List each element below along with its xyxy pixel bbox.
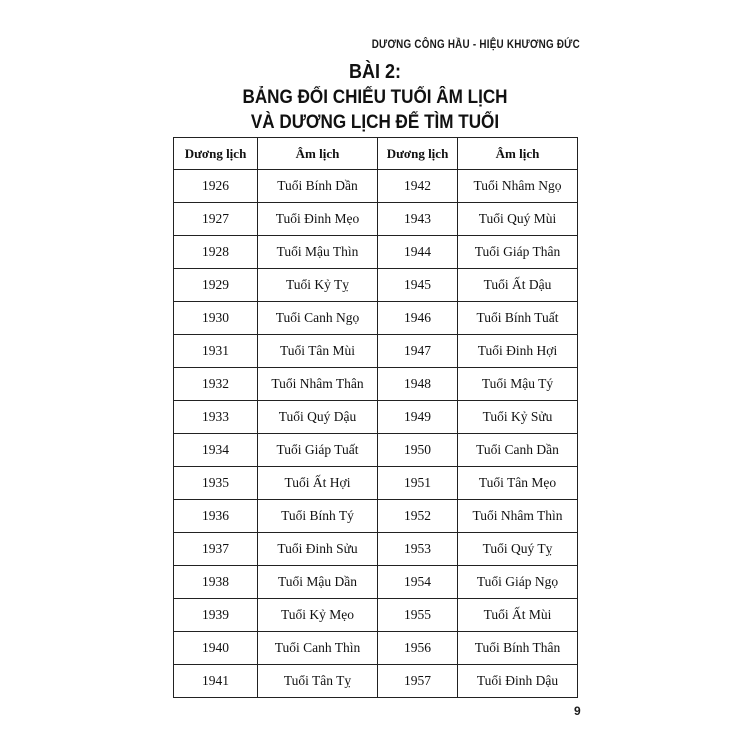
table-row	[174, 500, 578, 533]
cell-solar-year-right: 1949	[378, 401, 458, 434]
cell-lunar-age-right: Tuổi Ất Mùi	[458, 599, 578, 632]
cell-lunar-age-right: Tuổi Nhâm Thìn	[458, 500, 578, 533]
cell-solar-year-right: 1944	[378, 236, 458, 269]
cell-lunar-age-left: Tuổi Bính Tý	[258, 500, 378, 533]
cell-solar-year-right: 1956	[378, 632, 458, 665]
cell-solar-year-right: 1946	[378, 302, 458, 335]
cell-lunar-age-left: Tuổi Bính Dần	[258, 170, 378, 203]
cell-lunar-age-left: Tuổi Đinh Mẹo	[258, 203, 378, 236]
cell-solar-year-right: 1957	[378, 665, 458, 698]
cell-lunar-age-right: Tuổi Quý Mùi	[458, 203, 578, 236]
table-row	[174, 632, 578, 665]
cell-solar-year-left: 1928	[174, 236, 258, 269]
cell-solar-year-left: 1927	[174, 203, 258, 236]
page-number: 9	[574, 704, 581, 718]
cell-lunar-age-right: Tuổi Giáp Ngọ	[458, 566, 578, 599]
table-row	[174, 269, 578, 302]
header-lunar-age-left: Âm lịch	[258, 138, 378, 170]
cell-solar-year-left: 1935	[174, 467, 258, 500]
cell-lunar-age-left: Tuổi Quý Dậu	[258, 401, 378, 434]
cell-solar-year-left: 1939	[174, 599, 258, 632]
cell-solar-year-left: 1934	[174, 434, 258, 467]
cell-lunar-age-left: Tuổi Tân Tỵ	[258, 665, 378, 698]
cell-solar-year-right: 1953	[378, 533, 458, 566]
cell-lunar-age-left: Tuổi Mậu Thìn	[258, 236, 378, 269]
table-row	[174, 599, 578, 632]
table-header-row	[174, 138, 578, 170]
header-solar-year-left: Dương lịch	[174, 138, 258, 170]
cell-lunar-age-left: Tuổi Đinh Sửu	[258, 533, 378, 566]
table-row	[174, 665, 578, 698]
cell-lunar-age-right: Tuổi Canh Dần	[458, 434, 578, 467]
cell-solar-year-left: 1941	[174, 665, 258, 698]
cell-solar-year-right: 1943	[378, 203, 458, 236]
title-line-sub: VÀ DƯƠNG LỊCH ĐỂ TÌM TUỔI	[250, 112, 500, 133]
table-row	[174, 401, 578, 434]
table-row	[174, 335, 578, 368]
cell-solar-year-right: 1948	[378, 368, 458, 401]
header-solar-year-right: Dương lịch	[378, 138, 458, 170]
table-row	[174, 236, 578, 269]
cell-lunar-age-left: Tuổi Ất Hợi	[258, 467, 378, 500]
cell-lunar-age-right: Tuổi Ất Dậu	[458, 269, 578, 302]
cell-solar-year-left: 1932	[174, 368, 258, 401]
cell-lunar-age-right: Tuổi Đinh Dậu	[458, 665, 578, 698]
cell-solar-year-right: 1954	[378, 566, 458, 599]
header-lunar-age-right: Âm lịch	[458, 138, 578, 170]
cell-lunar-age-right: Tuổi Đinh Hợi	[458, 335, 578, 368]
cell-lunar-age-left: Tuổi Giáp Tuất	[258, 434, 378, 467]
cell-lunar-age-left: Tuổi Tân Mùi	[258, 335, 378, 368]
table-row	[174, 203, 578, 236]
cell-lunar-age-left: Tuổi Nhâm Thân	[258, 368, 378, 401]
table-row	[174, 467, 578, 500]
chapter-title	[0, 60, 750, 135]
cell-lunar-age-right: Tuổi Quý Tỵ	[458, 533, 578, 566]
cell-solar-year-left: 1940	[174, 632, 258, 665]
cell-solar-year-left: 1930	[174, 302, 258, 335]
cell-lunar-age-right: Tuổi Bính Tuất	[458, 302, 578, 335]
cell-solar-year-right: 1955	[378, 599, 458, 632]
cell-solar-year-right: 1952	[378, 500, 458, 533]
age-conversion-table	[173, 137, 578, 698]
table-row	[174, 368, 578, 401]
cell-solar-year-left: 1926	[174, 170, 258, 203]
table-row	[174, 434, 578, 467]
title-line-main: BẢNG ĐỐI CHIẾU TUỔI ÂM LỊCH	[242, 87, 508, 108]
cell-solar-year-right: 1945	[378, 269, 458, 302]
cell-solar-year-left: 1929	[174, 269, 258, 302]
title-line-lesson: BÀI 2:	[348, 61, 402, 83]
cell-solar-year-left: 1937	[174, 533, 258, 566]
table-row	[174, 533, 578, 566]
cell-lunar-age-left: Tuổi Kỷ Tỵ	[258, 269, 378, 302]
cell-lunar-age-right: Tuổi Kỷ Sửu	[458, 401, 578, 434]
cell-lunar-age-right: Tuổi Tân Mẹo	[458, 467, 578, 500]
cell-solar-year-left: 1931	[174, 335, 258, 368]
cell-solar-year-left: 1933	[174, 401, 258, 434]
cell-solar-year-right: 1942	[378, 170, 458, 203]
table-row	[174, 302, 578, 335]
cell-lunar-age-right: Tuổi Nhâm Ngọ	[458, 170, 578, 203]
cell-lunar-age-right: Tuổi Bính Thân	[458, 632, 578, 665]
cell-lunar-age-right: Tuổi Giáp Thân	[458, 236, 578, 269]
cell-lunar-age-left: Tuổi Mậu Dần	[258, 566, 378, 599]
cell-solar-year-left: 1936	[174, 500, 258, 533]
table-row	[174, 170, 578, 203]
cell-solar-year-left: 1938	[174, 566, 258, 599]
running-header: DƯƠNG CÔNG HẦU - HIỆU KHƯƠNG ĐỨC	[371, 37, 580, 51]
cell-lunar-age-left: Tuổi Canh Thìn	[258, 632, 378, 665]
cell-lunar-age-left: Tuổi Kỷ Mẹo	[258, 599, 378, 632]
table-row	[174, 566, 578, 599]
cell-solar-year-right: 1950	[378, 434, 458, 467]
table-body	[174, 170, 578, 698]
cell-lunar-age-left: Tuổi Canh Ngọ	[258, 302, 378, 335]
cell-lunar-age-right: Tuổi Mậu Tý	[458, 368, 578, 401]
cell-solar-year-right: 1951	[378, 467, 458, 500]
cell-solar-year-right: 1947	[378, 335, 458, 368]
